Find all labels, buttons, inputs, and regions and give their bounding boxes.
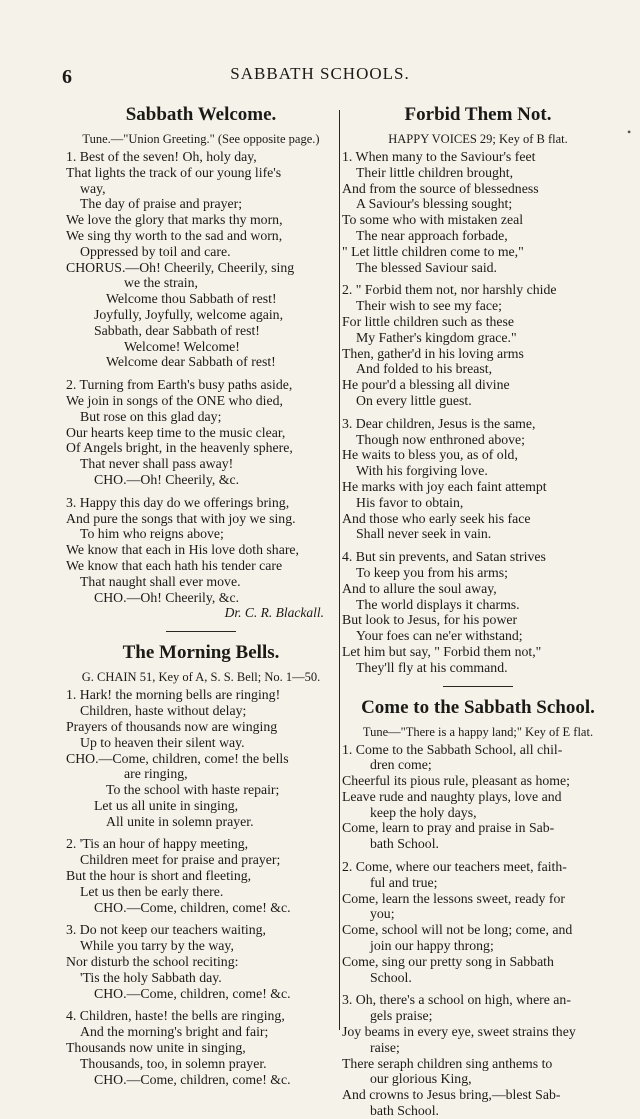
hymn-line: He pour'd a blessing all divine <box>342 377 510 393</box>
hymn-line: Their wish to see my face; <box>356 298 502 314</box>
hymn-line: That naught shall ever move. <box>80 573 241 589</box>
hymn-line: Joyfully, Joyfully, welcome again, <box>94 306 284 322</box>
hymn-line: While you tarry by the way, <box>80 938 234 954</box>
hymn-line: To some who with mistaken zeal <box>342 212 524 228</box>
hymn-line: And to allure the soul away, <box>342 580 497 596</box>
hymn-line: Up to heaven their silent way. <box>80 734 245 750</box>
hymn-line: Shall never seek in vain. <box>356 526 492 542</box>
hymn-line: Come, sing our pretty song in Sabbath <box>342 953 554 969</box>
hymn-line: Joy beams in every eye, sweet strains they <box>342 1024 576 1040</box>
hymn-line: 2. 'Tis an hour of happy meeting, <box>66 836 249 852</box>
hymn-line: All unite in solemn prayer. <box>106 813 254 829</box>
hymn-chorus: CHO.—Come, children, come! &c. <box>94 1071 291 1087</box>
hymn-line: Of Angels bright, in the heavenly sphere, <box>66 440 293 456</box>
hymn-line: 3. Oh, there's a school on high, where an- <box>342 992 571 1008</box>
hymn-line: Welcome dear Sabbath of rest! <box>106 354 276 370</box>
hymn-line: There seraph children sing anthems to <box>342 1055 553 1071</box>
hymn-chorus: CHORUS.—Oh! Cheerily, Cheerily, sing <box>66 259 295 275</box>
hymn-chorus: CHO.—Come, children, come! &c. <box>94 985 291 1001</box>
hymn-line: bath School. <box>370 836 439 852</box>
hymn-line: 4. Children, haste! the bells are ringing, <box>66 1008 285 1024</box>
hymn-line: School. <box>370 969 412 985</box>
hymn-line: Then, gather'd in his loving arms <box>342 345 524 361</box>
hymn-line: But look to Jesus, for his power <box>342 612 518 628</box>
hymn-line: A Saviour's blessing sought; <box>356 196 513 212</box>
hymn-line: We sing thy worth to the sad and worn, <box>66 227 283 243</box>
hymn-line: To the school with haste repair; <box>106 782 280 798</box>
hymn-line: Your foes can ne'er withstand; <box>356 628 523 644</box>
hymn-line: way, <box>80 180 106 196</box>
hymn-line: We love the glory that marks thy morn, <box>66 212 283 228</box>
hymn-line: ful and true; <box>370 874 438 890</box>
hymn-tune: G. CHAIN 51, Key of A, S. S. Bell; No. 1—50. <box>81 670 321 685</box>
section-rule <box>443 686 513 687</box>
hymn-line: 3. Do not keep our teachers waiting, <box>66 922 266 938</box>
hymn-line: And from the source of blessedness <box>342 180 539 196</box>
hymn-line: Cheerful its pious rule, pleasant as home; <box>342 773 570 789</box>
hymn-line: My Father's kingdom grace." <box>356 329 517 345</box>
hymn-line: Children meet for praise and prayer; <box>80 852 281 868</box>
hymn-line: Let us all unite in singing, <box>94 797 239 813</box>
right-column <box>342 104 614 1119</box>
hymn-line: our glorious King, <box>370 1071 472 1087</box>
hymn-author-signature: Dr. C. R. Blackall. <box>224 605 324 621</box>
hymn-line: To keep you from his arms; <box>356 564 508 580</box>
hymn-line: And folded to his breast, <box>356 361 493 377</box>
hymn-title-sabbath-welcome: Sabbath Welcome. <box>125 104 277 125</box>
hymn-line: We know that each hath his tender care <box>66 557 283 573</box>
hymn-line: 2. Turning from Earth's busy paths aside, <box>66 377 293 393</box>
hymn-line: Come, learn the lessons sweet, ready for <box>342 890 565 906</box>
hymn-line: Thousands now unite in singing, <box>66 1040 246 1056</box>
hymn-line: Nor disturb the school reciting: <box>66 954 239 970</box>
hymn-line: Let us then be early there. <box>80 883 224 899</box>
hymn-line: " Let little children come to me," <box>342 243 524 259</box>
margin-mark: • <box>627 125 632 139</box>
left-column <box>66 104 336 1087</box>
hymn-line: raise; <box>370 1039 400 1055</box>
hymn-line: join our happy throng; <box>370 938 494 954</box>
hymn-line: They'll fly at his command. <box>356 659 508 675</box>
hymn-chorus: CHO.—Oh! Cheerily, &c. <box>94 589 240 605</box>
hymn-line: 1. Come to the Sabbath School, all chil- <box>342 741 563 757</box>
hymn-line: 3. Dear children, Jesus is the same, <box>342 415 536 431</box>
hymn-line: On every little guest. <box>356 392 472 408</box>
section-rule <box>166 631 236 632</box>
hymn-tune: Tune—"There is a happy land;" Key of E flat. <box>362 724 594 739</box>
hymn-line: 3. Happy this day do we offerings bring, <box>66 494 290 510</box>
hymn-chorus: CHO.—Oh! Cheerily, &c. <box>94 471 240 487</box>
hymn-line: 1. Hark! the morning bells are ringing! <box>66 687 281 703</box>
hymn-line: Sabbath, dear Sabbath of rest! <box>94 322 260 338</box>
hymn-line: He waits to bless you, as of old, <box>342 447 518 463</box>
hymn-line: Though now enthroned above; <box>356 431 525 447</box>
hymn-title-morning-bells: The Morning Bells. <box>122 642 280 664</box>
hymn-line: For little children such as these <box>342 313 515 329</box>
hymn-line: Come, school will not be long; come, and <box>342 922 573 938</box>
hymn-line: His favor to obtain, <box>356 494 464 510</box>
hymn-line: And the morning's bright and fair; <box>80 1024 269 1040</box>
hymn-line: Welcome! Welcome! <box>124 338 240 354</box>
hymn-line: He marks with joy each faint attempt <box>342 478 547 494</box>
hymn-tune: Tune.—"Union Greeting." (See opposite page.) <box>82 132 320 146</box>
hymn-line: Welcome thou Sabbath of rest! <box>106 291 277 307</box>
hymn-line: The blessed Saviour said. <box>356 259 498 275</box>
hymn-line: But the hour is short and fleeting, <box>66 868 252 884</box>
hymn-line: 'Tis the holy Sabbath day. <box>80 969 222 985</box>
hymn-line: And pure the songs that with joy we sing. <box>66 510 296 526</box>
hymn-line: We join in songs of the ONE who died, <box>66 392 283 408</box>
hymn-line: Their little children brought, <box>356 164 514 180</box>
hymn-line: Let him but say, " Forbid them not," <box>342 643 542 659</box>
hymn-line: 4. But sin prevents, and Satan strives <box>342 549 546 565</box>
hymn-line: With his forgiving love. <box>356 463 488 479</box>
hymn-line: But rose on this glad day; <box>80 408 222 424</box>
hymn-line: bath School. <box>370 1103 439 1119</box>
hymn-line: keep the holy days, <box>370 804 477 820</box>
hymn-line: The day of praise and prayer; <box>80 196 243 212</box>
hymn-line: 2. Come, where our teachers meet, faith- <box>342 859 567 875</box>
hymn-line: 1. When many to the Saviour's feet <box>342 149 536 164</box>
hymn-line: And those who early seek his face <box>342 510 531 526</box>
hymn-line: Our hearts keep time to the music clear, <box>66 424 286 440</box>
hymn-line: Children, haste without delay; <box>80 703 247 719</box>
hymn-line: The near approach forbade, <box>356 227 508 243</box>
hymn-line: Thousands, too, in solemn prayer. <box>80 1055 267 1071</box>
column-divider <box>339 110 340 1030</box>
hymn-line: dren come; <box>370 757 432 773</box>
hymn-line: We know that each in His love doth share, <box>66 542 299 558</box>
hymn-line: 2. " Forbid them not, nor harshly chide <box>342 282 557 298</box>
hymn-line: Oppressed by toil and care. <box>80 243 231 259</box>
hymn-chorus: CHO.—Come, children, come! the bells <box>66 750 289 766</box>
hymn-line: are ringing, <box>124 766 188 782</box>
hymn-line: That lights the track of our young life's <box>66 164 282 180</box>
hymn-line: Prayers of thousands now are winging <box>66 718 278 734</box>
hymn-line: 1. Best of the seven! Oh, holy day, <box>66 149 257 164</box>
hymn-line: you; <box>370 906 395 922</box>
hymn-line: Leave rude and naughty plays, love and <box>342 788 562 804</box>
hymn-line: we the strain, <box>124 275 198 291</box>
running-title: SABBATH SCHOOLS. <box>230 64 410 83</box>
hymn-line: gels praise; <box>370 1008 433 1024</box>
hymn-title-forbid-them-not: Forbid Them Not. <box>404 104 552 125</box>
hymn-line: The world displays it charms. <box>356 596 520 612</box>
hymn-chorus: CHO.—Come, children, come! &c. <box>94 899 291 915</box>
hymn-line: And crowns to Jesus bring,—blest Sab- <box>342 1087 561 1103</box>
hymn-line: Come, learn to pray and praise in Sab- <box>342 820 555 836</box>
hymn-tune: HAPPY VOICES 29; Key of B flat. <box>388 132 568 146</box>
hymn-title-come-to-sabbath-school: Come to the Sabbath School. <box>361 696 595 718</box>
page-number: 6 <box>62 66 72 88</box>
hymn-line: To him who reigns above; <box>80 526 224 542</box>
hymn-line: That never shall pass away! <box>80 456 234 472</box>
